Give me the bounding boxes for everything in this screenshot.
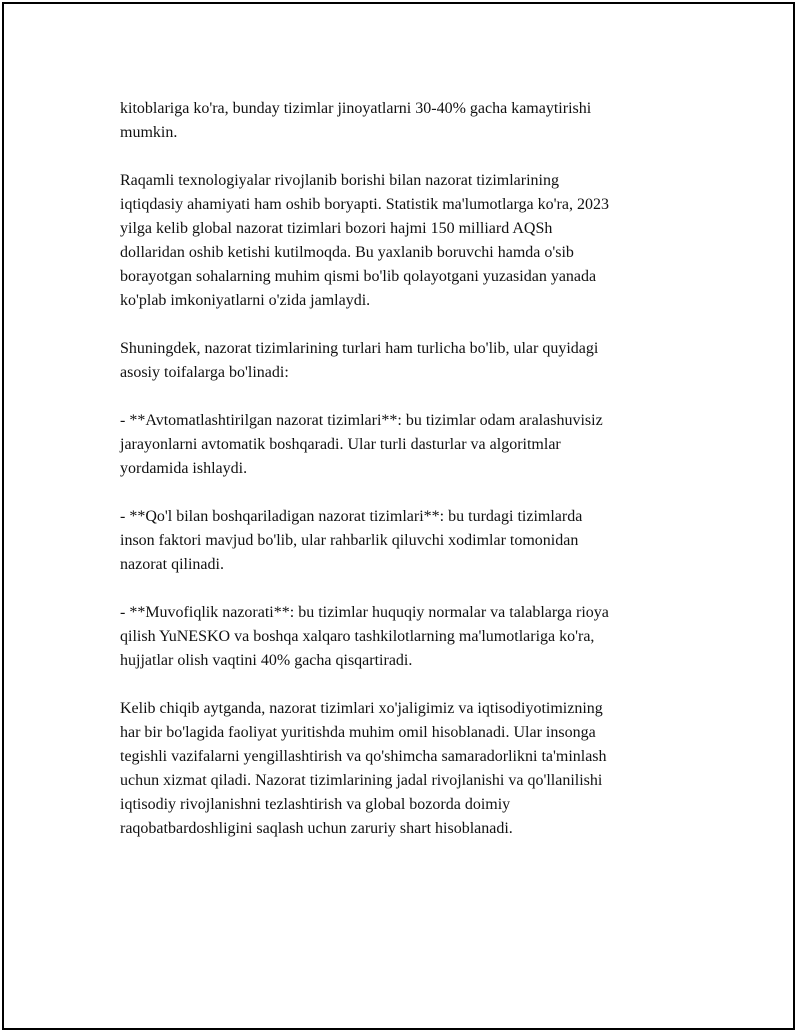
page-frame [2, 2, 795, 1030]
paragraph-conclusion: Kelib chiqib aytganda, nazorat tizimlari xo'jaligimiz va iqtisodiyotimizning har bir bo'lagida faoliyat yuritishda muhim omil hisoblanadi. Ular insonga tegishli vazifalarni yengillashtirish va qo'shimcha samaradorlikni ta'minlash uchun xizmat qiladi. Nazorat tizimlarining jadal rivojlanishi va qo'llanilishi iqtisodiy rivojlanishni tezlashtirish va global bozorda doimiy raqobatbardoshligini saqlash uchun zaruriy shart hisoblanadi. [120, 700, 607, 837]
paragraph-2: Raqamli texnologiyalar rivojlanib borishi bilan nazorat tizimlarining iqtiqdasiy ahamiyati ham oshib boryapti. Statistik ma'lumotlarga ko'ra, 2023 yilga kelib global nazorat tizimlari bozori hajmi 150 milliard AQSh dollaridan oshib ketishi kutilmoqda. Bu yaxlanib boruvchi hamda o'sib borayotgan sohalarning muhim qismi bo'lib qolayotgani yuzasidan yanada ko'plab imkoniyatlarni o'zida jamlaydi. [120, 172, 609, 309]
list-item-manual: - **Qo'l bilan boshqariladigan nazorat tizimlari**: bu turdagi tizimlarda inson faktori mavjud bo'lib, ular rahbarlik qiluvchi xodimlar tomonidan nazorat qilinadi. [120, 508, 583, 573]
list-item-compliance: - **Muvofiqlik nazorati**: bu tizimlar huquqiy normalar va talablarga rioya qilish YuNESKO va boshqa xalqaro tashkilotlarning ma'lumotlariga ko'ra, hujjatlar olish vaqtini 40% gacha qisqartiradi. [120, 604, 609, 669]
paragraph-3: Shuningdek, nazorat tizimlarining turlari ham turlicha bo'lib, ular quyidagi asosiy toifalarga bo'linadi: [120, 340, 599, 381]
paragraph-1: kitoblariga ko'ra, bunday tizimlar jinoyatlarni 30-40% gacha kamaytirishi mumkin. [120, 100, 592, 141]
list-item-automated: - **Avtomatlashtirilgan nazorat tizimlari**: bu tizimlar odam aralashuvisiz jarayonlarni avtomatik boshqaradi. Ular turli dasturlar va algoritmlar yordamida ishlaydi. [120, 412, 603, 477]
document-body [120, 97, 700, 865]
